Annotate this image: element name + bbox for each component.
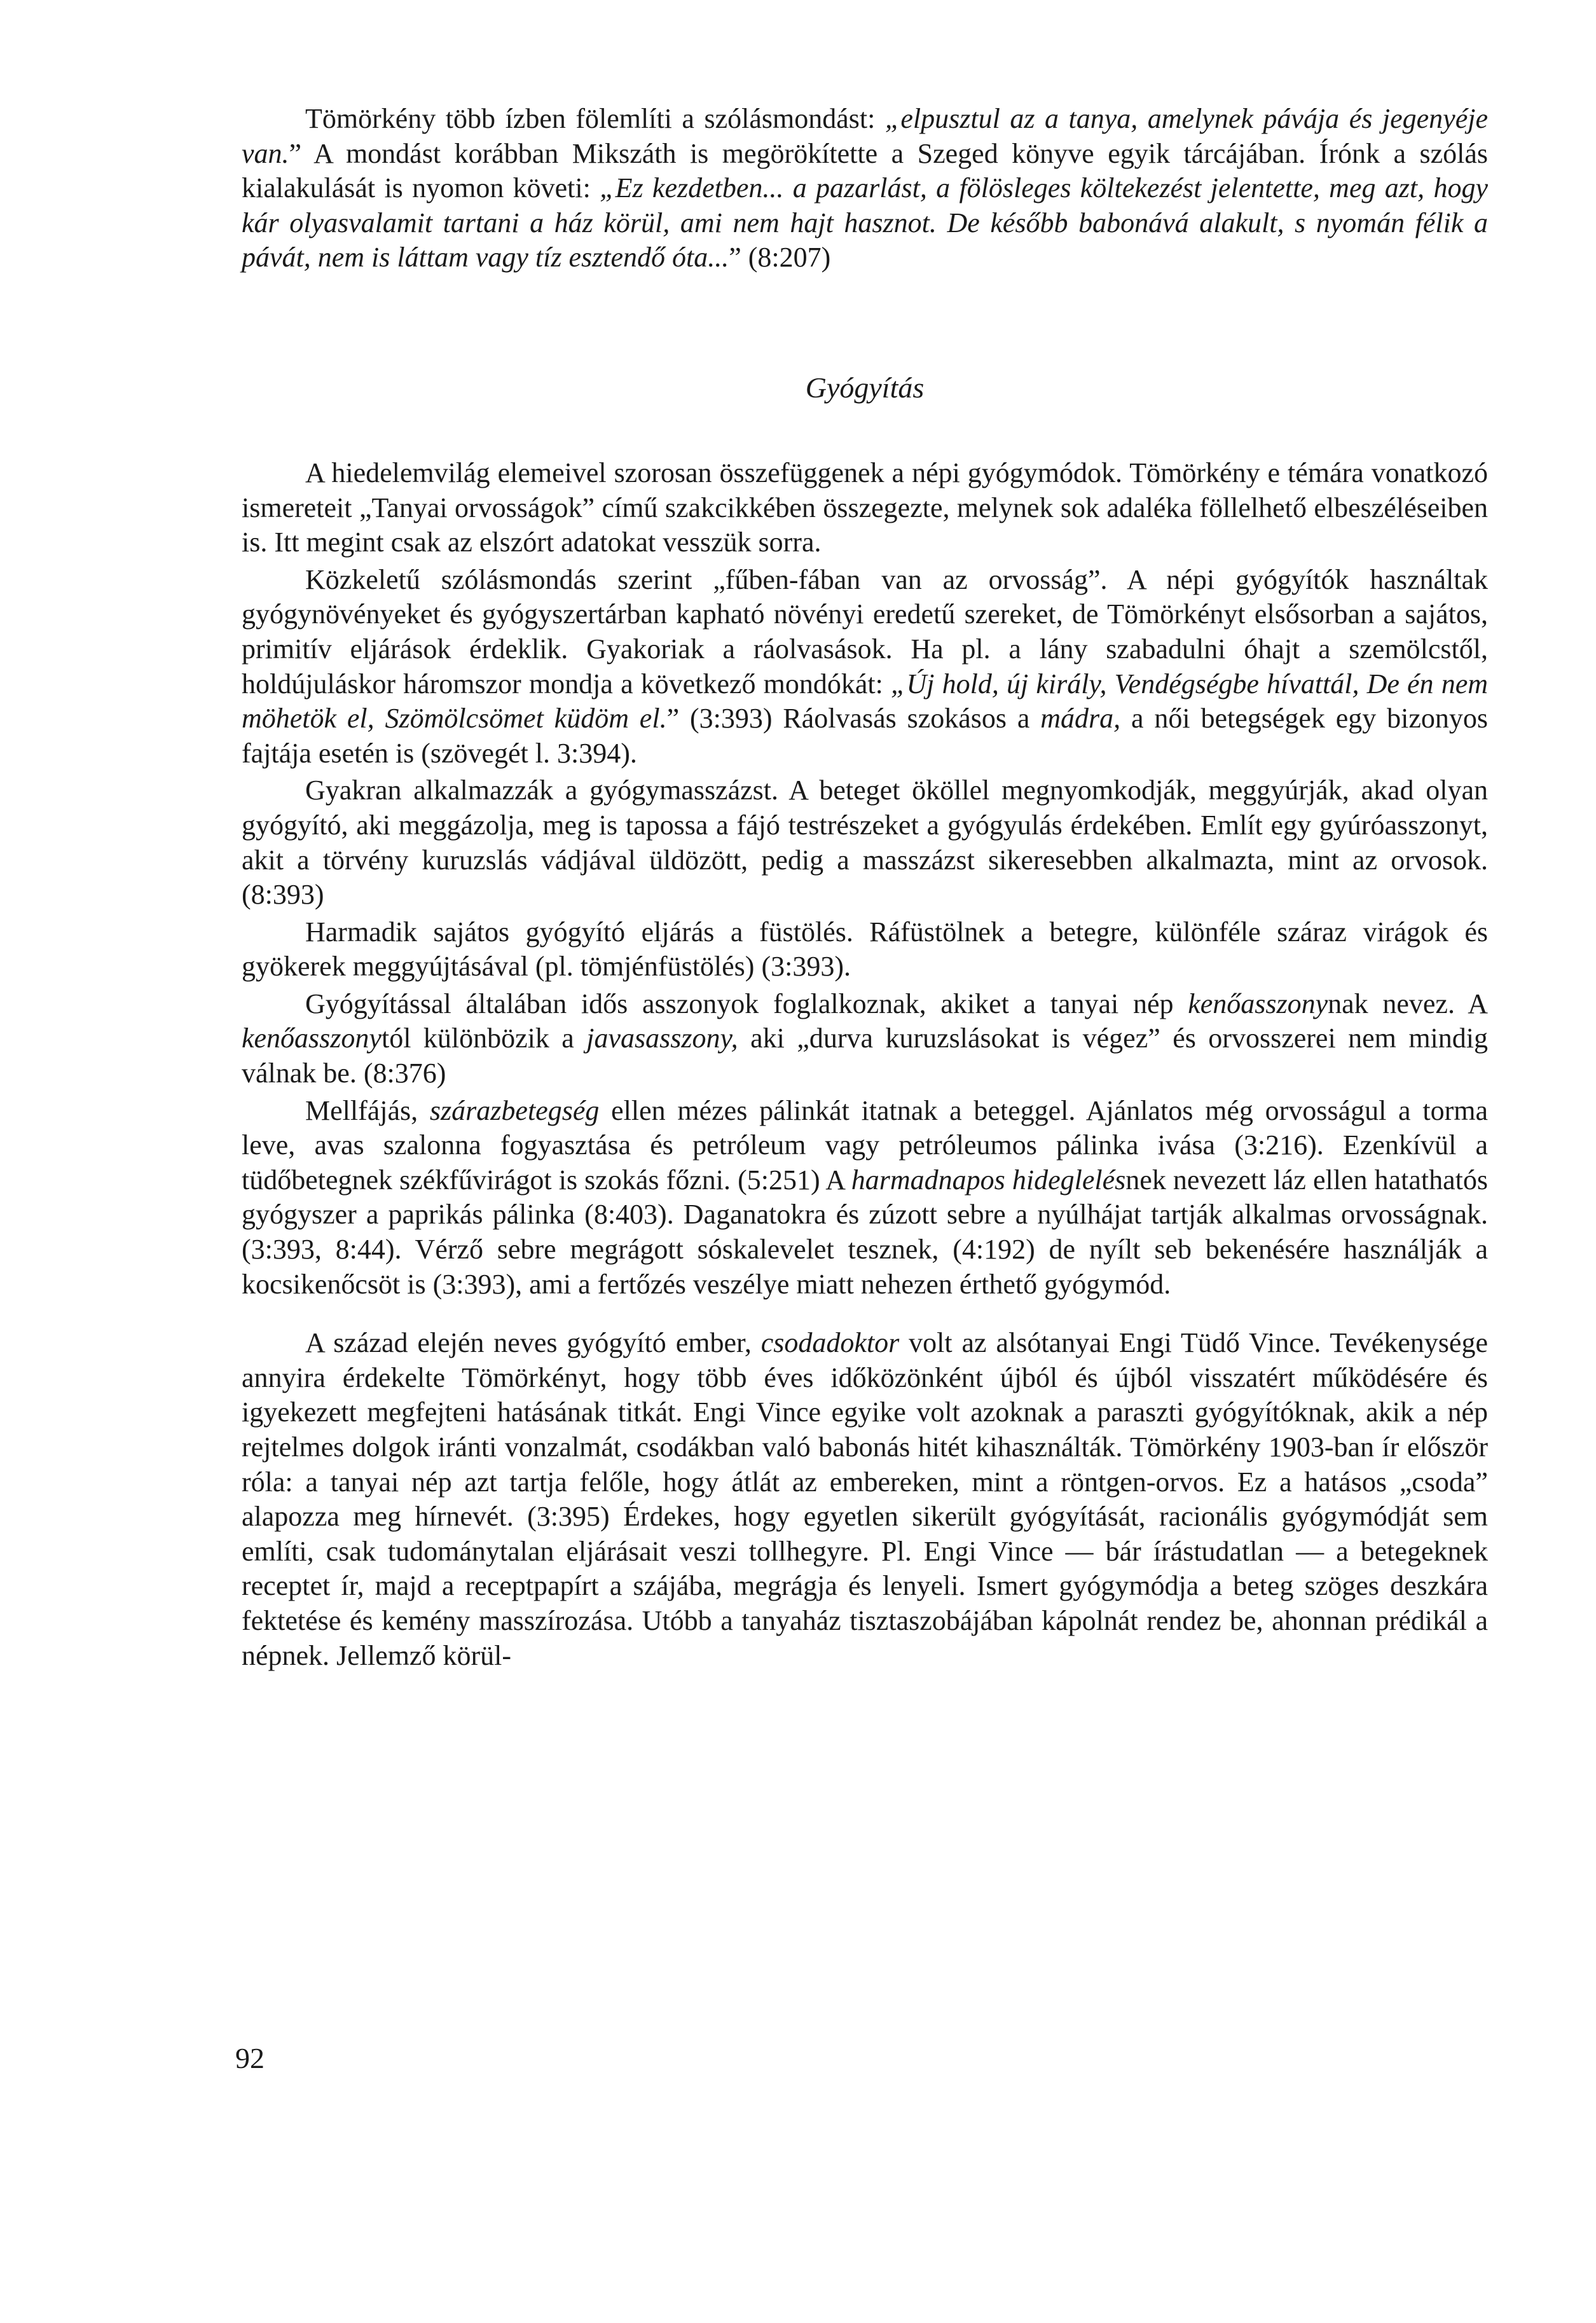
paragraph-4: Harmadik sajátos gyógyító eljárás a füstölés. Ráfüstölnek a betegre, különféle száraz virágok és gyökerek meggyújtásával (pl. tömjénfüstölés) (3:393). <box>242 916 1488 982</box>
page-number: 92 <box>235 2042 265 2074</box>
p6-text-3: nek nevezett láz ellen hatathatós gyógyszer a paprikás pálinka (8:403). Daganatokra és zúzott sebre a nyúlhájat tartják alkalmas orvosságnak. (3:393, 8:44). Vérző sebre megrágott sóskalevelet tesznek, (4:192) de nyílt seb bekenésére használják a kocsikenőcsöt is (3:393), ami a fertőzés veszélye miatt nehezen érthető gyógymód. <box>242 1164 1489 1300</box>
intro-paragraph <box>242 102 1488 275</box>
p6-text-2: ellen mézes pálinkát itatnak a beteggel. Ajánlatos még orvosságul a torma leve, avas szalonna fogyasztása és petróleum vagy petróleumos pálinka ivása (3:216). Ezenkívül a tüdőbetegnek székfűvirágot is szokás főzni. (5:251) A <box>242 1094 1488 1196</box>
p5-text-3: tól különbözik a <box>381 1023 587 1054</box>
intro-text-1: Tömörkény több ízben fölemlíti a szólásmondást: <box>305 103 885 134</box>
p6-term-1: szárazbetegség <box>429 1094 600 1126</box>
p2-term-madra: mádra, <box>1040 703 1121 734</box>
p5-term-3: javasasszony, <box>586 1023 738 1054</box>
p5-text-1: Gyógyítással általában idős asszonyok foglalkoznak, akiket a tanyai nép <box>305 988 1188 1019</box>
p7-text-2: volt az alsótanyai Engi Tüdő Vince. Tevékenysége annyira érdekelte Tömörkényt, hogy több éves időközönként újból és újból visszatért működésére és igyekezett megfejteni hatásának titkát. Engi Vince egyike volt azoknak a paraszti gyógyítóknak, akik a nép rejtelmes dolgok iránti vonzalmát, csodákban való babonás hitét kihasználták. Tömörkény 1903-ban ír először róla: a tanyai nép azt tartja felőle, hogy átlát az embereken, mint a röntgen-orvos. Ez a hatásos „csoda” alapozza meg hírnevét. (3:395) Érdekes, hogy egyetlen sikerült gyógyítását, racionális gyógymódját sem említi, csak tudománytalan eljárásait veszi tollhegyre. Pl. Engi Vince — bár írástudatlan — a betegeknek receptet ír, majd a receptpapírt a szájába, megrágja és lenyeli. Ismert gyógymódja a beteg szöges deszkára fektetése és kemény masszírozása. Utóbb a tanyaház tisztaszobájában kápolnát rendez be, ahonnan prédikál a népnek. Jellemző körül- <box>242 1327 1488 1671</box>
intro-text-2: ” A mondást korábban Mikszáth is megörökítette a Szeged könyve egyik tárcájában. Írónk a szólás kialakulását is nyomon követi: <box>242 137 1488 204</box>
p6-text-1: Mellfájás, <box>305 1094 430 1126</box>
p6-term-2: harmadnapos hideglelés <box>851 1164 1126 1196</box>
p2-text-3: a női betegségek egy bizonyos fajtája esetén is (szövegét l. 3:394). <box>242 703 1489 769</box>
p5-term-2: kenőasszony <box>242 1023 382 1054</box>
page-body <box>242 102 1488 1673</box>
p7-text-1: A század elején neves gyógyító ember, <box>305 1327 761 1359</box>
p5-text-4: aki „durva kuruzslásokat is végez” és orvosszerei nem mindig válnak be. (8:376) <box>242 1023 1488 1089</box>
p7-term-1: csodadoktor <box>760 1327 900 1359</box>
intro-text-3: ” (8:207) <box>729 242 831 273</box>
section-heading: Gyógyítás <box>805 371 925 404</box>
paragraph-7 <box>242 1326 1488 1673</box>
p5-term-1: kenőasszony <box>1188 988 1328 1019</box>
paragraph-5 <box>242 987 1488 1091</box>
paragraph-3: Gyakran alkalmazzák a gyógymasszázst. A beteget ököllel megnyomkodják, meggyúrják, akad olyan gyógyító, aki meggázolja, meg is tapossa a fájó testrészeket a gyógyulás érdekében. Említ egy gyúróasszonyt, akit a törvény kuruzslás vádjával üldözött, pedig a masszázst sikeresebben alkalmazta, mint az orvosok. (8:393) <box>242 775 1488 911</box>
intro-quote-2: „Ez kezdetben... a pazarlást, a fölösleges költekezést jelentette, meg azt, hogy kár olyasvalamit tartani a ház körül, ami nem hajt hasznot. De később babonává alakult, s nyomán félik a pávát, nem is láttam vagy tíz esztendő óta... <box>242 172 1488 273</box>
p5-text-2: nak nevez. A <box>1328 988 1489 1019</box>
paragraph-1: A hiedelemvilág elemeivel szorosan összefüggenek a népi gyógymódok. Tömörkény e témára vonatkozó ismereteit „Tanyai orvosságok” című szakcikkében összegezte, melynek sok adaléka föllelhető elbeszéléseiben is. Itt megint csak az elszórt adatokat vesszük sorra. <box>242 457 1488 558</box>
intro-quote-1: „elpusztul az a tanya, amelynek pávája és jegenyéje van. <box>242 103 1488 169</box>
p2-rhyme: „Új hold, új király, Vendégségbe hívattál, De én nem möhetök el, Szömölcsömet küdöm el. <box>242 668 1488 734</box>
paragraph-6 <box>242 1094 1488 1302</box>
p2-text-1: Közkeletű szólásmondás szerint „fűben-fában van az orvosság”. A népi gyógyítók használtak gyógynövényeket és gyógyszertárban kapható növényi eredetű szereket, de Tömörkényt elsősorban a sajátos, primitív eljárások érdeklik. Gyakoriak a ráolvasások. Ha pl. a lány szabadulni óhajt a szemölcstől, holdújuláskor háromszor mondja a következő mondókát: <box>242 563 1488 700</box>
p2-text-2: ” (3:393) Ráolvasás szokásos a <box>666 703 1041 734</box>
paragraph-2 <box>242 563 1488 771</box>
